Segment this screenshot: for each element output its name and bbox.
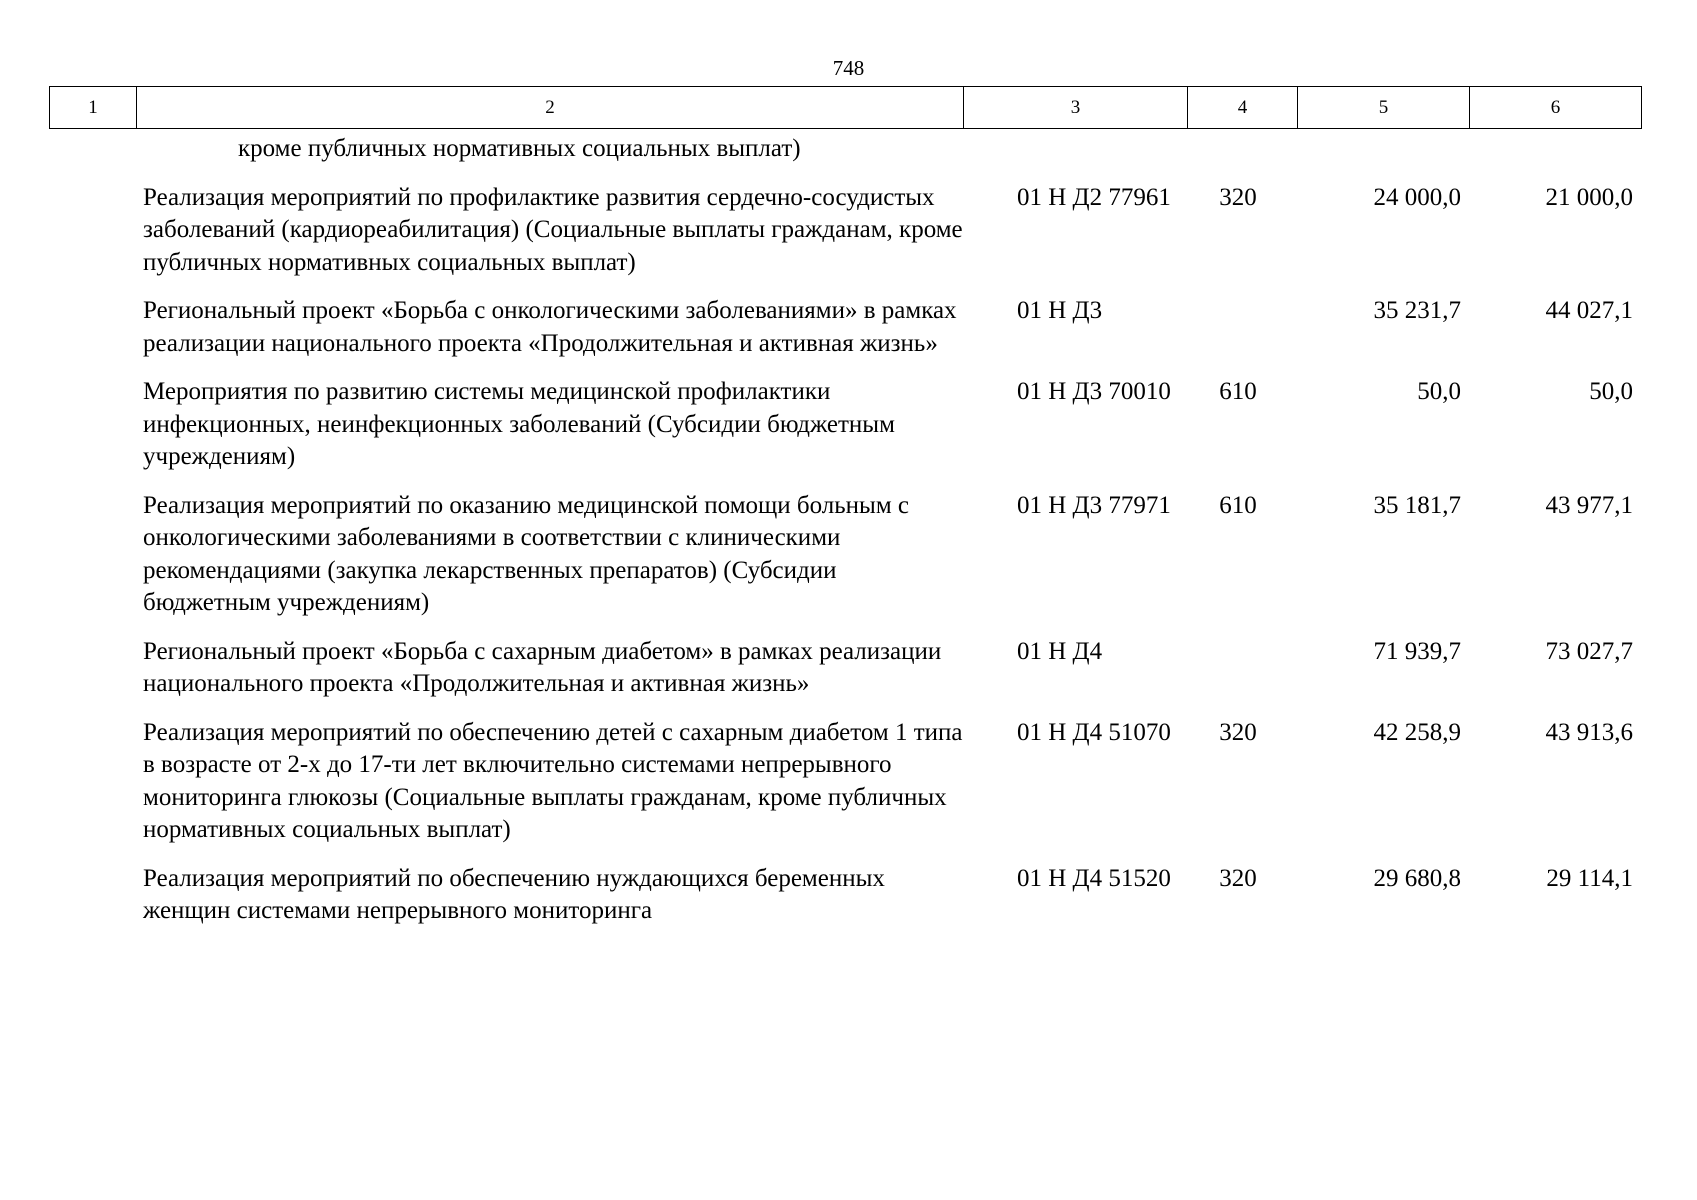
row-value-col5: 35 231,7 bbox=[1373, 297, 1461, 324]
row-description: Реализация мероприятий по оказанию медицинской помощи больным с онкологическими заболеваниями в соответствии с клиническими рекомендациями (закупка лекарственных препаратов) (Субсидии бюджетным учреждениям) bbox=[143, 491, 910, 616]
row-code: 01 Н Д3 bbox=[1017, 297, 1103, 324]
row-description: Региональный проект «Борьба с сахарным диабетом» в рамках реализации национального проекта «Продолжительная и активная жизнь» bbox=[143, 637, 942, 697]
row-code: 01 Н Д2 77961 bbox=[1017, 183, 1171, 211]
table-row bbox=[49, 133, 1641, 166]
row-value-col6: 44 027,1 bbox=[1545, 297, 1633, 324]
row-value-col5: 29 680,8 bbox=[1373, 864, 1461, 892]
column-header-1: 1 bbox=[50, 87, 137, 129]
row-description: Реализация мероприятий по обеспечению детей с сахарным диабетом 1 типа в возрасте от 2-х до 17-ти лет включительно системами непрерывного мониторинга глюкозы (Социальные выплаты гражданам, кроме публичных нормативных социальных выплат) bbox=[143, 718, 963, 843]
row-value-col6: 43 977,1 bbox=[1545, 491, 1633, 519]
row-expense-type: 320 bbox=[1219, 718, 1257, 746]
row-value-col5: 35 181,7 bbox=[1373, 491, 1461, 519]
row-code: 01 Н Д4 51520 bbox=[1017, 864, 1171, 892]
row-description: Мероприятия по развитию системы медицинской профилактики инфекционных, неинфекционных заболеваний (Субсидии бюджетным учреждениям) bbox=[143, 378, 895, 470]
table-row bbox=[49, 490, 1641, 620]
row-code: 01 Н Д3 70010 bbox=[1017, 378, 1171, 405]
row-code: 01 Н Д4 bbox=[1017, 637, 1103, 665]
column-header-table bbox=[49, 86, 1642, 129]
row-value-col6: 21 000,0 bbox=[1545, 183, 1633, 211]
row-description: Региональный проект «Борьба с онкологическими заболеваниями» в рамках реализации национального проекта «Продолжительная и активная жизнь» bbox=[143, 297, 957, 357]
budget-table-body bbox=[49, 133, 1641, 928]
row-value-col5: 24 000,0 bbox=[1373, 183, 1461, 211]
table-row bbox=[49, 717, 1641, 847]
row-value-col6: 29 114,1 bbox=[1546, 864, 1633, 892]
row-value-col6: 50,0 bbox=[1589, 378, 1633, 405]
row-value-col6: 73 027,7 bbox=[1545, 637, 1633, 665]
table-row bbox=[49, 863, 1641, 928]
row-expense-type: 610 bbox=[1219, 378, 1257, 405]
row-value-col5: 42 258,9 bbox=[1373, 718, 1461, 746]
row-expense-type: 320 bbox=[1219, 864, 1257, 892]
column-header-3: 3 bbox=[964, 87, 1188, 129]
row-code: 01 Н Д4 51070 bbox=[1017, 718, 1171, 746]
row-expense-type: 610 bbox=[1219, 491, 1257, 519]
column-header-2: 2 bbox=[137, 87, 964, 129]
row-description: кроме публичных нормативных социальных выплат) bbox=[238, 135, 801, 162]
row-description: Реализация мероприятий по обеспечению нуждающихся беременных женщин системами непрерывного мониторинга bbox=[143, 864, 885, 924]
row-value-col5: 50,0 bbox=[1417, 378, 1461, 405]
table-row bbox=[49, 295, 1641, 360]
row-value-col5: 71 939,7 bbox=[1373, 637, 1461, 665]
table-row bbox=[49, 376, 1641, 474]
column-header-4: 4 bbox=[1188, 87, 1298, 129]
row-code: 01 Н Д3 77971 bbox=[1017, 491, 1171, 519]
column-header-5: 5 bbox=[1298, 87, 1470, 129]
row-value-col6: 43 913,6 bbox=[1545, 718, 1633, 746]
table-row bbox=[49, 182, 1641, 280]
column-header-row bbox=[50, 87, 1642, 129]
table-row bbox=[49, 636, 1641, 701]
column-header-6: 6 bbox=[1470, 87, 1642, 129]
row-expense-type: 320 bbox=[1219, 183, 1257, 211]
page-number: 748 bbox=[832, 56, 865, 80]
row-description: Реализация мероприятий по профилактике развития сердечно-сосудистых заболеваний (кардиореабилитация) (Социальные выплаты гражданам, кроме публичных нормативных социальных выплат) bbox=[143, 183, 963, 276]
